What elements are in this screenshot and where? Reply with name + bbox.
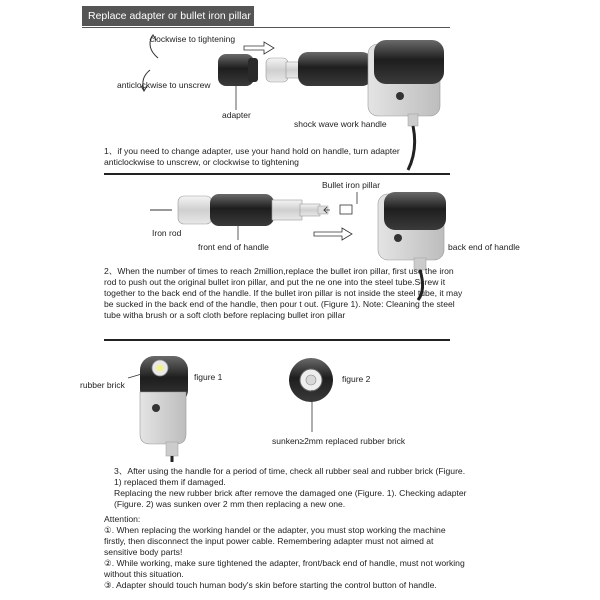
step-3-line-2: Replacing the new rubber brick after remove the damaged one (Figure. 1). Checking adapter (Figure. 2) was sunken over 2 mm then replacing a new one. [114,488,467,509]
bullet-iron-pillar-label: Bullet iron pillar [322,180,381,190]
step-3-line-1: 3、After using the handle for a period of time, check all rubber seal and rubber brick (Figure. 1) replaced them if damaged. [114,466,466,487]
attention-item-1: ①. When replacing the working handel or the adapter, you must stop working the machine firstly, then disconnect the input power cable. Remembering adapter must not aimed at sensitive body parts! [104,525,446,557]
back-end-label: back end of handle [448,242,520,252]
front-end-label: front end of handle [198,242,269,252]
sunken-label: sunken≥2mm replaced rubber brick [272,436,406,446]
step-2-text: 2、When the number of times to reach 2million,replace the bullet iron pillar, first use the iron rod to push out the original bullet iron pillar, and put the ne one into the steel tube.Screw it together to the back end of the handle. If the bullet iron pillar is not inside the steel tube, it may be sucked in the back end of the handle, then pour t out. (Figure 1). Note: Cleaning the steel tube witha brush or a soft cloth before replacing bullet iron pillar [104,266,463,320]
step-3-text [114,466,468,510]
adapter-label: adapter [222,110,251,120]
rubber-brick-label: rubber brick [80,380,125,390]
section-header: Replace adapter or bullet iron pillar [82,6,254,26]
attention-item-2: ②. While working, make sure tightened the adapter, front/back end of handle, must not working without this situation. [104,558,465,579]
step-1-text: 1、if you need to change adapter, use your hand hold on handle, turn adapter anticlockwise to unscrew, or clockwise to tightening [104,146,400,167]
attention-item-3: ③. Adapter should touch human body's skin before starting the control button of handle. [104,580,437,590]
figure-1-label: figure 1 [194,372,223,382]
clockwise-label: clockwise to tightening [150,34,236,44]
anticlockwise-label: anticlockwise to unscrew [117,80,211,90]
attention-title: Attention: [104,514,141,524]
iron-rod-label: Iron rod [152,228,182,238]
figure-2-label: figure 2 [342,374,371,384]
work-handle-label: shock wave work handle [294,119,387,129]
attention-block [104,514,466,591]
